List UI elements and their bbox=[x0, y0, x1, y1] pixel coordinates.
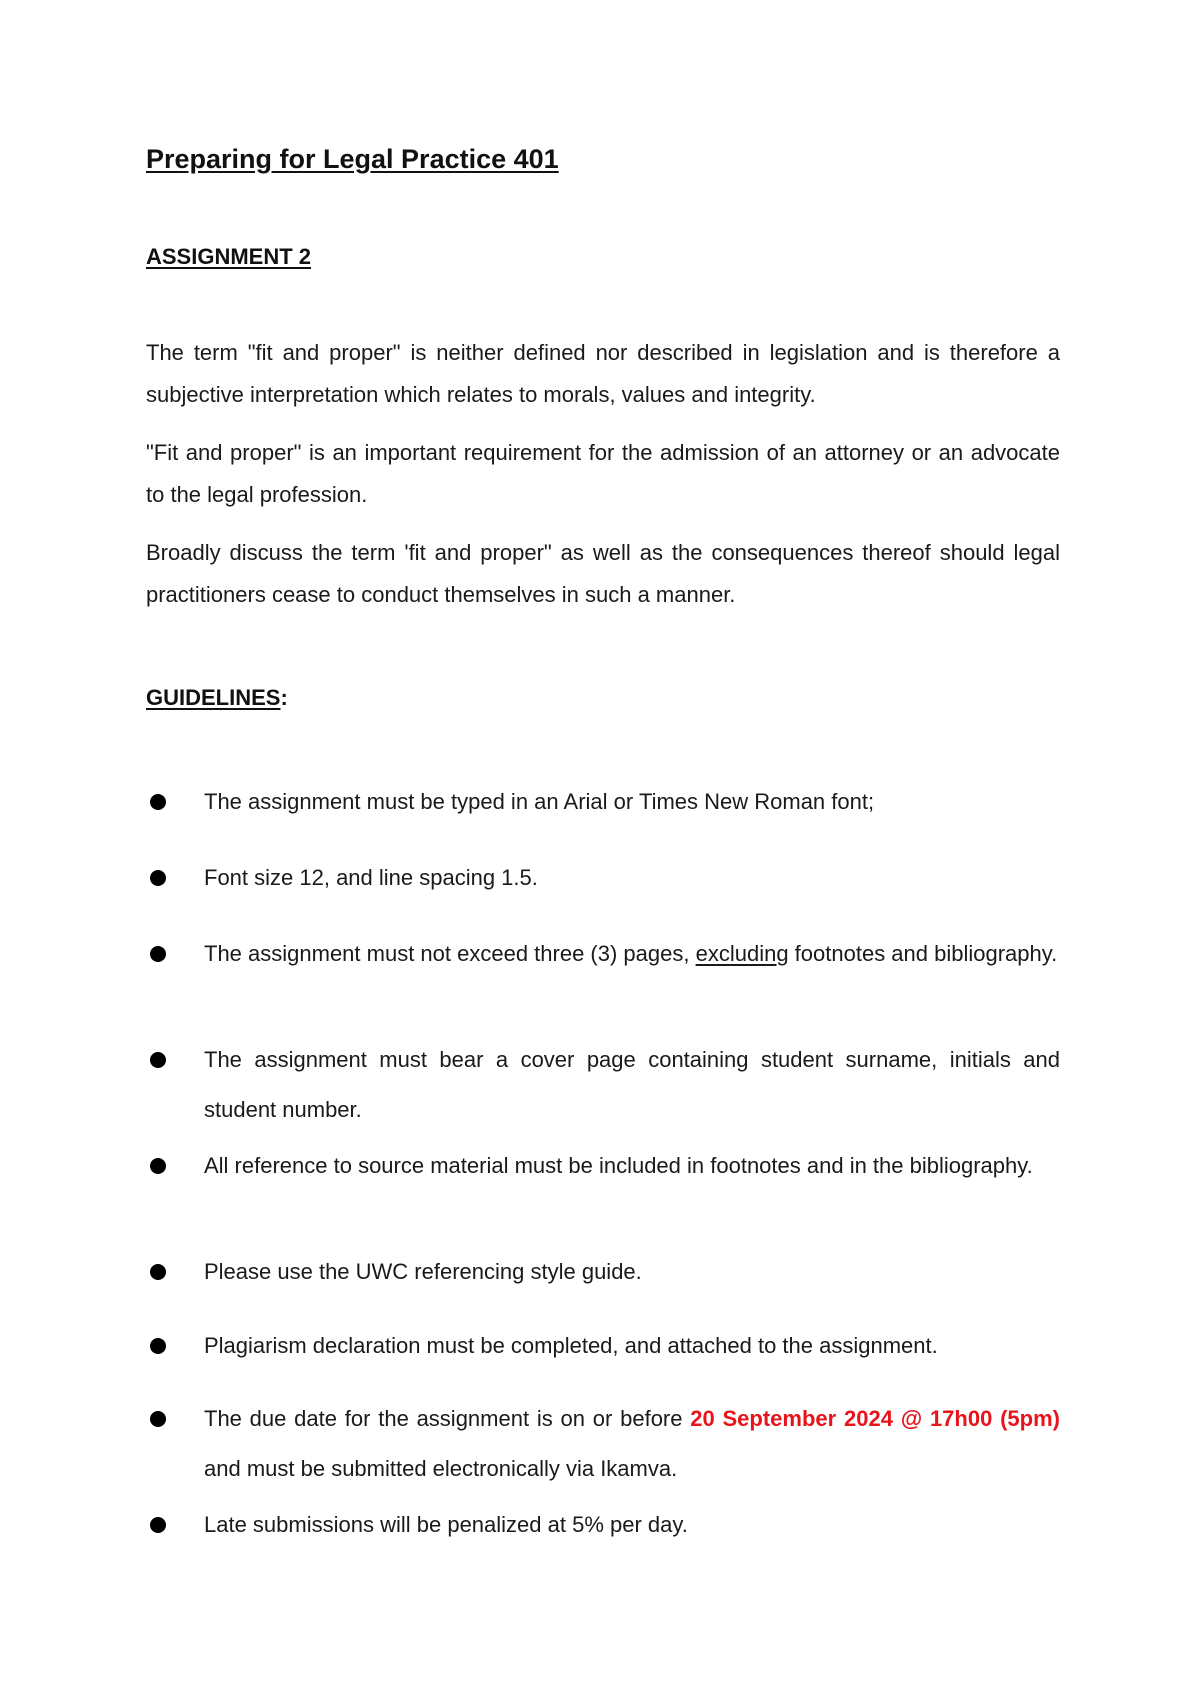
guideline-text-part: and must be submitted electronically via Ikamva. bbox=[204, 1456, 678, 1481]
guideline-item bbox=[146, 1504, 1060, 1546]
guideline-text bbox=[204, 929, 1060, 979]
guideline-item bbox=[146, 1251, 1060, 1293]
guideline-item bbox=[146, 781, 1060, 823]
guideline-item bbox=[146, 1398, 1060, 1494]
guideline-underlined-word: excluding bbox=[695, 941, 789, 966]
guideline-text: The assignment must be typed in an Arial or Times New Roman font; bbox=[204, 789, 875, 814]
guideline-text: Please use the UWC referencing style guide. bbox=[204, 1259, 642, 1284]
assignment-heading: ASSIGNMENT 2 bbox=[146, 244, 312, 269]
guideline-text: All reference to source material must be included in footnotes and in the bibliography. bbox=[204, 1153, 1033, 1178]
paragraph-requirement: "Fit and proper" is an important requirement for the admission of an attorney or an advocate to the legal profession. bbox=[146, 440, 1060, 507]
guideline-item bbox=[146, 1325, 1060, 1367]
bullet-icon bbox=[146, 1145, 204, 1187]
guidelines-heading bbox=[146, 685, 288, 711]
guideline-item bbox=[146, 1039, 1060, 1135]
guideline-text-part: The due date for the assignment is on or before bbox=[204, 1406, 691, 1431]
bullet-icon bbox=[146, 1398, 204, 1440]
guideline-item bbox=[146, 857, 1060, 899]
guidelines-heading-colon: : bbox=[280, 685, 288, 710]
bullet-icon bbox=[146, 1504, 204, 1546]
paragraph-definition: The term "fit and proper" is neither defined nor described in legislation and is therefore a subjective interpretation which relates to morals, values and integrity. bbox=[146, 340, 1060, 407]
bullet-icon bbox=[146, 933, 204, 975]
bullet-icon bbox=[146, 781, 204, 823]
guideline-text-part: footnotes and bibliography. bbox=[788, 941, 1058, 966]
guideline-item bbox=[146, 1145, 1060, 1191]
bullet-icon bbox=[146, 1039, 204, 1081]
bullet-icon bbox=[146, 1251, 204, 1293]
due-date-highlight: 20 September 2024 @ 17h00 (5pm) bbox=[690, 1406, 1060, 1431]
guideline-text-part: The assignment must not exceed three (3) pages, bbox=[204, 941, 696, 966]
guideline-item bbox=[146, 933, 1060, 979]
bullet-icon bbox=[146, 1325, 204, 1367]
guideline-text: The assignment must bear a cover page containing student surname, initials and student number. bbox=[204, 1047, 1060, 1122]
document-title: Preparing for Legal Practice 401 bbox=[146, 144, 559, 174]
bullet-icon bbox=[146, 857, 204, 899]
guideline-text: Late submissions will be penalized at 5% per day. bbox=[204, 1512, 688, 1537]
guideline-text: Font size 12, and line spacing 1.5. bbox=[204, 865, 538, 890]
guideline-text: Plagiarism declaration must be completed, and attached to the assignment. bbox=[204, 1333, 938, 1358]
paragraph-task: Broadly discuss the term 'fit and proper" as well as the consequences thereof should legal practitioners cease to conduct themselves in such a manner. bbox=[146, 540, 1060, 607]
guideline-text bbox=[204, 1394, 1060, 1494]
guidelines-heading-label: GUIDELINES bbox=[146, 685, 281, 710]
